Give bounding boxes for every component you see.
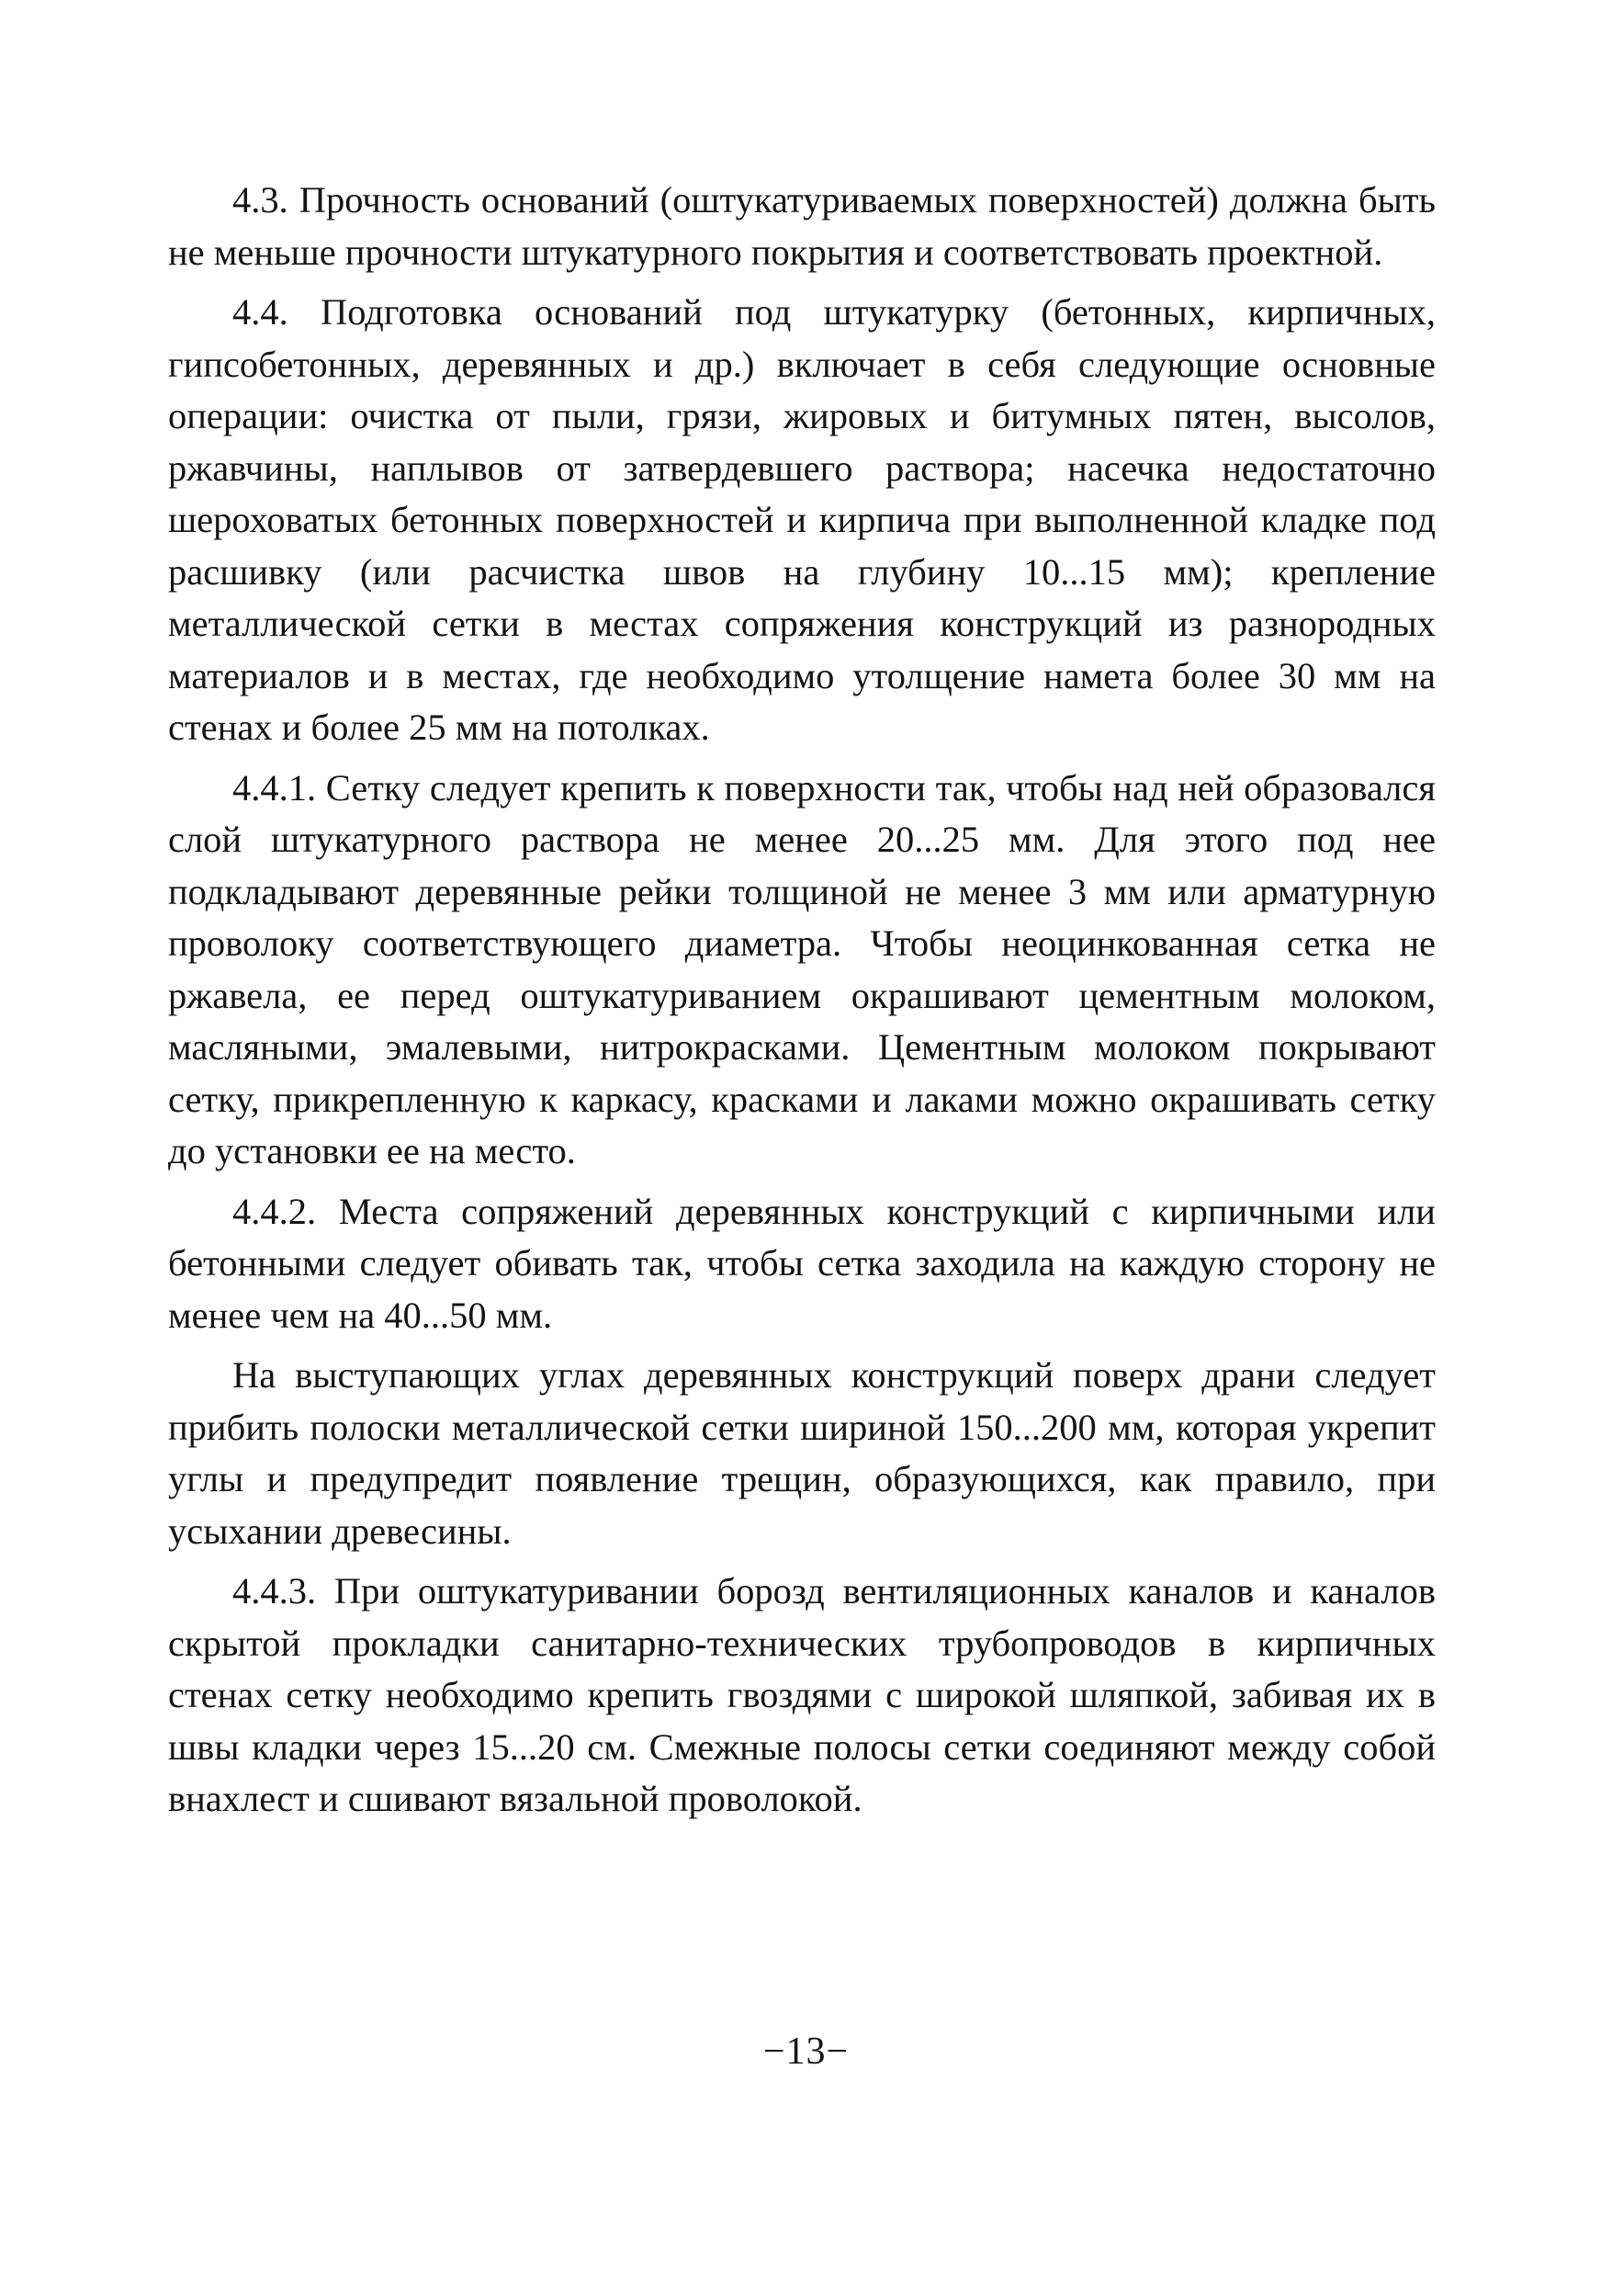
- paragraph-4-4-3: 4.4.3. При оштукатуривании борозд вентиляционных каналов и каналов скрытой прокладки санитарно-технических трубопроводов в кирпичных стенах сетку необходимо крепить гвоздями с широкой шляпкой, забивая их в швы кладки через 15...20 см. Смежные полосы сетки соединяют между собой внахлест и сшивают вязальной проволокой.: [168, 1570, 1436, 1819]
- paragraph-4-4-1: 4.4.1. Сетку следует крепить к поверхности так, чтобы над ней образовался слой штукатурного раствора не менее 20...25 мм. Для этого под нее подкладывают деревянные рейки толщиной не менее 3 мм или арматурную проволоку соответствующего диаметра. Чтобы неоцинкованная сетка не ржавела, ее перед оштукатуриванием окрашивают цементным молоком, масляными, эмалевыми, нитрокрасками. Цементным молоком покрывают сетку, прикрепленную к каркасу, красками и лаками можно окрашивать сетку до установки ее на место.: [168, 766, 1436, 1171]
- paragraph-4-3: 4.3. Прочность оснований (оштукатуриваемых поверхностей) должна быть не меньше прочности штукатурного покрытия и соответствовать проектной.: [168, 179, 1436, 273]
- paragraph-4-4-2: 4.4.2. Места сопряжений деревянных конструкций с кирпичными или бетонными следует обивать так, чтобы сетка заходила на каждую сторону не менее чем на 40...50 мм.: [168, 1190, 1436, 1336]
- paragraph-4-4: 4.4. Подготовка оснований под штукатурку (бетонных, кирпичных, гипсобетонных, деревянных и др.) включает в себя следующие основные операции: очистка от пыли, грязи, жировых и битумных пятен, высолов, ржавчины, наплывов от затвердевшего раствора; насечка недостаточно шероховатых бетонных поверхностей и кирпича при выполненной кладке под расшивку (или расчистка швов на глубину 10...15 мм); крепление металлической сетки в местах сопряжения конструкций из разнородных материалов и в местах, где необходимо утолщение намета более 30 мм на стенах и более 25 мм на потолках.: [168, 291, 1436, 748]
- page-number: −13−: [762, 2030, 850, 2073]
- body-text: [168, 175, 1436, 1834]
- paragraph-corners: На выступающих углах деревянных конструкций поверх драни следует прибить полоски металлической сетки шириной 150...200 мм, которая укрепит углы и предупредит появление трещин, образующихся, как правило, при усыхании древесины.: [168, 1354, 1436, 1552]
